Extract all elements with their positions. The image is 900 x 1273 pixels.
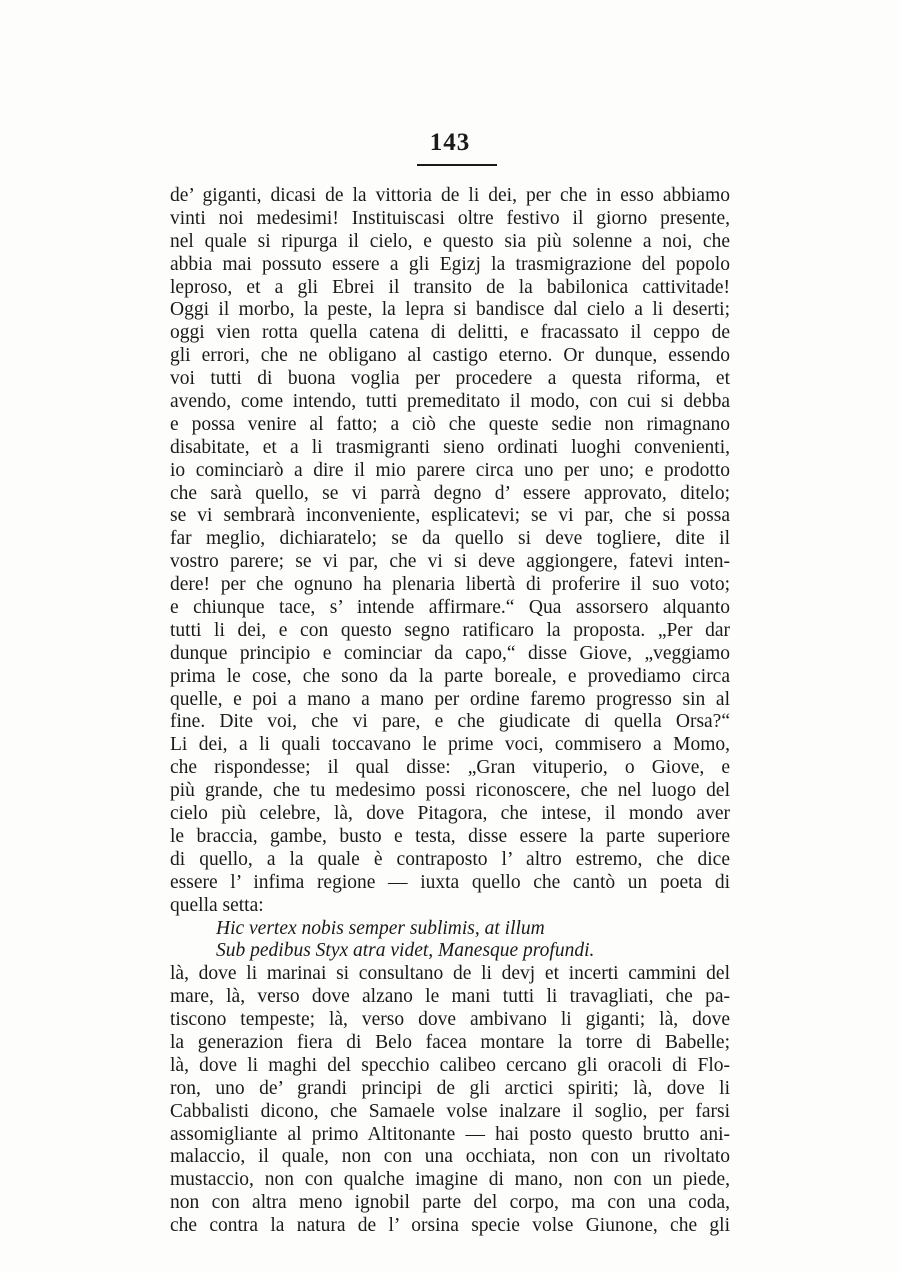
text-line: di quello, a la quale è contraposto l’ altro estremo, che dice — [170, 848, 730, 870]
text-line: cielo più celebre, là, dove Pitagora, che intese, il mondo aver — [170, 803, 730, 825]
text-line: far meglio, dichiaratelo; se da quello si deve togliere, dite il — [170, 528, 730, 550]
text-line: Cabbalisti dicono, che Samaele volse inalzare il soglio, per farsi — [170, 1100, 730, 1122]
verse-line: Hic vertex nobis semper sublimis, at illum — [216, 917, 545, 939]
text-line: disabitate, et a li trasmigranti sieno ordinati luoghi convenienti, — [170, 436, 730, 458]
text-line: le braccia, gambe, busto e testa, disse essere la parte superiore — [170, 825, 730, 847]
text-line: tutti li dei, e con questo segno ratificaro la proposta. „Per dar — [170, 619, 730, 641]
text-line: che sarà quello, se vi parrà degno d’ essere approvato, ditelo; — [170, 482, 730, 504]
text-line: dere! per che ognuno ha plenaria libertà di proferire il suo voto; — [170, 574, 730, 596]
text-line: malaccio, il quale, non con una occhiata, non con un rivoltato — [170, 1146, 730, 1168]
text-line: non con altra meno ignobil parte del corpo, ma con una coda, — [170, 1192, 730, 1214]
text-line: Oggi il morbo, la peste, la lepra si bandisce dal cielo a li deserti; — [170, 299, 730, 321]
text-line: mustaccio, non con qualche imagine di mano, non con un piede, — [170, 1169, 730, 1191]
text-line: la generazion fiera di Belo facea montare la torre di Babelle; — [170, 1031, 730, 1053]
text-line: io cominciarò a dire il mio parere circa uno per uno; e prodotto — [170, 459, 730, 481]
text-line: Li dei, a li quali toccavano le prime voci, commisero a Momo, — [170, 734, 730, 756]
text-line: abbia mai possuto essere a gli Egizj la trasmigrazione del popolo — [170, 253, 730, 275]
text-line: e chiunque tace, s’ intende affirmare.“ Qua assorsero alquanto — [170, 597, 730, 619]
text-line: assomigliante al primo Altitonante — hai posto questo brutto ani- — [170, 1123, 730, 1145]
text-line: vostro parere; se vi par, che vi si deve aggiongere, fatevi inten- — [170, 551, 730, 573]
text-line: quella setta: — [170, 894, 264, 916]
text-line: nel quale si ripurga il cielo, e questo sia più solenne a noi, che — [170, 230, 730, 252]
text-line: fine. Dite voi, che vi pare, e che giudicate di quella Orsa?“ — [170, 711, 730, 733]
text-line: e possa venire al fatto; a ciò che queste sedie non rimagnano — [170, 413, 730, 435]
text-line: essere l’ infima regione — iuxta quello che cantò un poeta di — [170, 871, 730, 893]
text-line: avendo, come intendo, tutti premeditato il modo, con cui si debba — [170, 391, 730, 413]
text-line: leproso, et a gli Ebrei il transito de la babilonica cattivitade! — [170, 276, 730, 298]
text-line: che rispondesse; il qual disse: „Gran vituperio, o Giove, e — [170, 757, 730, 779]
text-line: dunque principio e cominciar da capo,“ disse Giove, „veggiamo — [170, 642, 730, 664]
text-line: de’ giganti, dicasi de la vittoria de li dei, per che in esso abbiamo — [170, 185, 730, 206]
header-rule — [417, 164, 497, 166]
body-text — [170, 185, 730, 1238]
text-line: tiscono tempeste; là, verso dove ambivano li giganti; là, dove — [170, 1009, 730, 1031]
text-line: quelle, e poi a mano a mano per ordine faremo progresso sin al — [170, 688, 730, 710]
text-line: se vi sembrarà inconveniente, esplicatevi; se vi par, che si possa — [170, 505, 730, 527]
text-line: mare, là, verso dove alzano le mani tutti li travagliati, che pa- — [170, 986, 730, 1008]
text-line: là, dove li maghi del specchio calibeo cercano gli oracoli di Flo- — [170, 1054, 730, 1076]
text-line: là, dove li marinai si consultano de li devj et incerti cammini del — [170, 963, 730, 985]
verse-line: Sub pedibus Styx atra videt, Manesque profundi. — [216, 940, 595, 962]
text-line: più grande, che tu medesimo possi riconoscere, che nel luogo del — [170, 780, 730, 802]
text-line: oggi vien rotta quella catena di delitti, e fracassato il ceppo de — [170, 322, 730, 344]
text-line: vinti noi medesimi! Instituiscasi oltre festivo il giorno presente, — [170, 207, 730, 229]
text-line: voi tutti di buona voglia per procedere a questa riforma, et — [170, 368, 730, 390]
page-number: 143 — [429, 129, 471, 156]
text-line: che contra la natura de l’ orsina specie volse Giunone, che gli — [170, 1215, 730, 1237]
text-line: gli errori, che ne obligano al castigo eterno. Or dunque, essendo — [170, 345, 730, 367]
text-line: ron, uno de’ grandi principi de gli arctici spiriti; là, dove li — [170, 1077, 730, 1099]
text-line: prima le cose, che sono da la parte boreale, e provediamo circa — [170, 665, 730, 687]
